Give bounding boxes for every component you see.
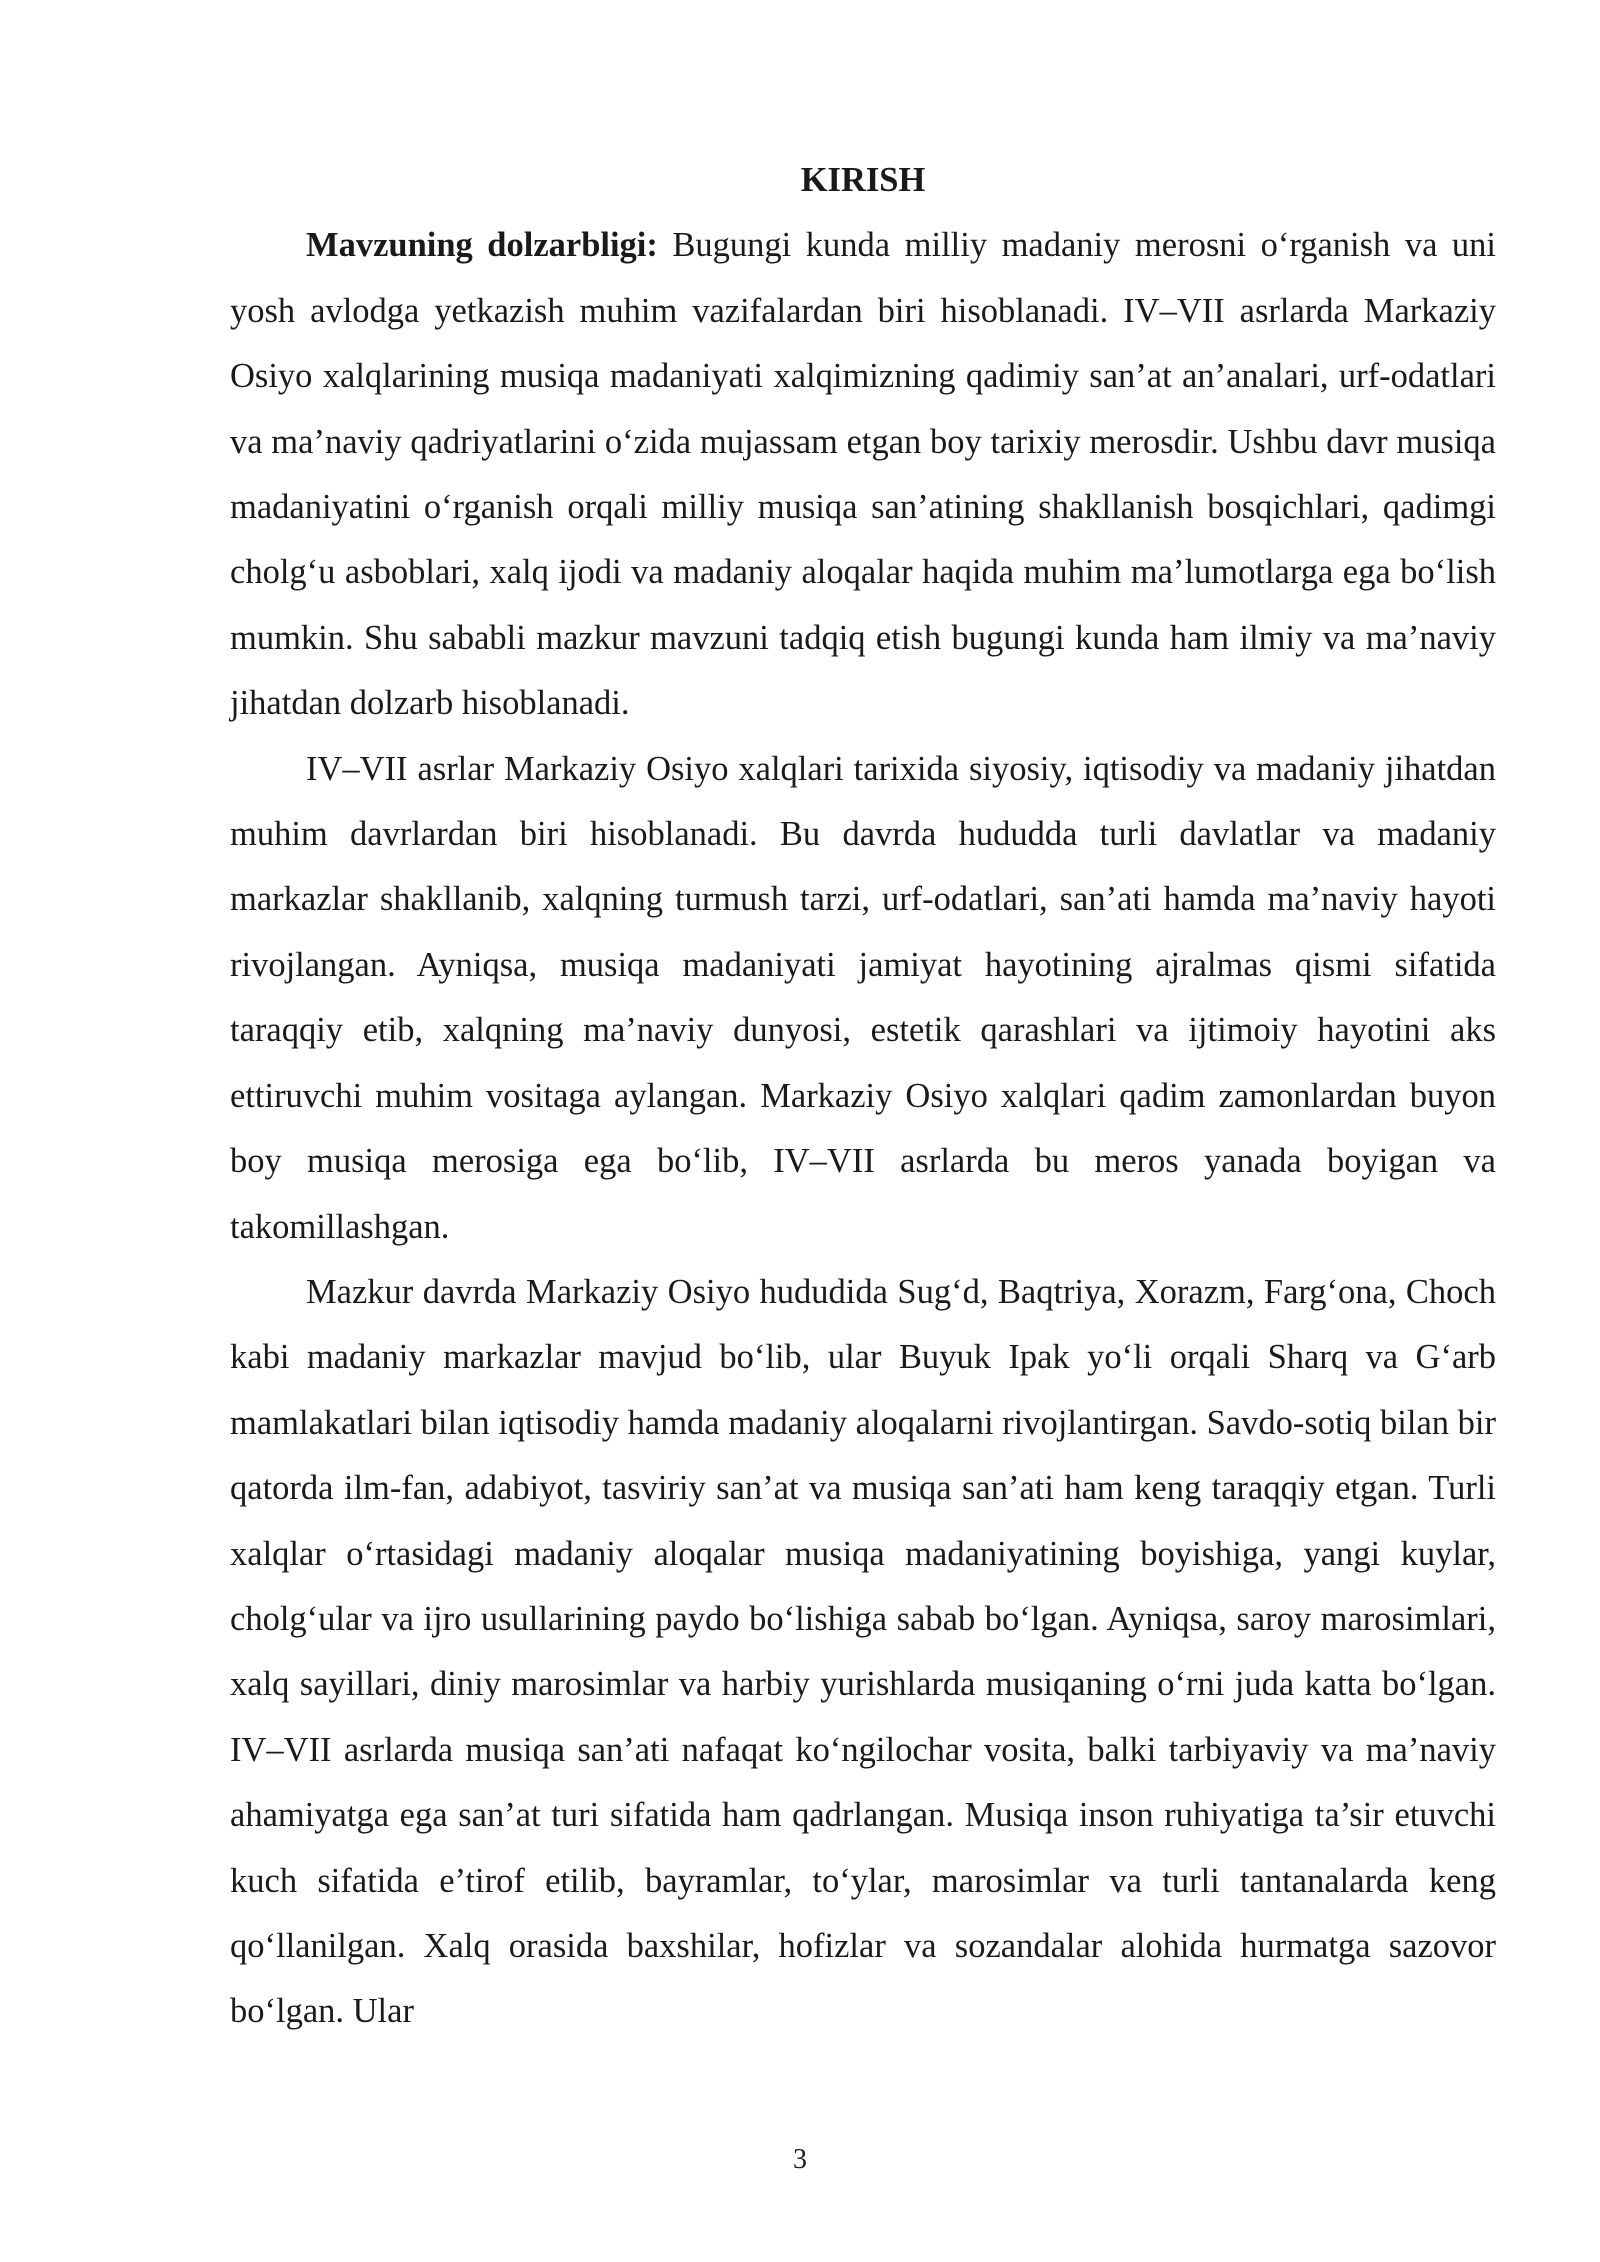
document-body <box>230 148 1496 2045</box>
paragraph-history <box>230 737 1496 1260</box>
paragraph-lead-bold: Mavzuning dolzarbligi: <box>306 226 658 265</box>
paragraph-text: Bugungi kunda milliy madaniy merosni o‘rganish va uni yosh avlodga yetkazish muhim vazifalardan biri hisoblanadi. IV–VII asrlarda Markaziy Osiyo xalqlarining musiqa madaniyati xalqimizning qadimiy san’at an’analari, urf-odatlari va ma’naviy qadriyatlarini o‘zida mujassam etgan boy tarixiy merosdir. Ushbu davr musiqa madaniyatini o‘rganish orqali milliy musiqa san’atining shakllanish bosqichlari, qadimgi cholg‘u asboblari, xalq ijodi va madaniy aloqalar haqida muhim ma’lumotlarga ega bo‘lish mumkin. Shu sababli mazkur mavzuni tadqiq etish bugungi kunda ham ilmiy va ma’naviy jihatdan dolzarb hisoblanadi. <box>230 226 1496 723</box>
section-title: KIRISH <box>800 161 926 199</box>
paragraph-cultural-centers <box>230 1260 1496 2045</box>
page-number: 3 <box>793 2144 807 2175</box>
paragraph-relevance <box>230 213 1496 736</box>
paragraph-text: Mazkur davrda Markaziy Osiyo hududida Sug‘d, Baqtriya, Xorazm, Farg‘ona, Choch kabi madaniy markazlar mavjud bo‘lib, ular Buyuk Ipak yo‘li orqali Sharq va G‘arb mamlakatlari bilan iqtisodiy hamda madaniy aloqalarni rivojlantirgan. Savdo-sotiq bilan bir qatorda ilm-fan, adabiyot, tasviriy san’at va musiqa san’ati ham keng taraqqiy etgan. Turli xalqlar o‘rtasidagi madaniy aloqalar musiqa madaniyatining boyishiga, yangi kuylar, cholg‘ular va ijro usullarining paydo bo‘lishiga sabab bo‘lgan. Ayniqsa, saroy marosimlari, xalq sayillari, diniy marosimlar va harbiy yurishlarda musiqaning o‘rni juda katta bo‘lgan. IV–VII asrlarda musiqa san’ati nafaqat ko‘ngilochar vosita, balki tarbiyaviy va ma’naviy ahamiyatga ega san’at turi sifatida ham qadrlangan. Musiqa inson ruhiyatiga ta’sir etuvchi kuch sifatida e’tirof etilib, bayramlar, to‘ylar, marosimlar va turli tantanalarda keng qo‘llanilgan. Xalq orasida baxshilar, hofizlar va sozandalar alohida hurmatga sazovor bo‘lgan. Ular <box>230 1272 1496 2031</box>
paragraph-text: IV–VII asrlar Markaziy Osiyo xalqlari tarixida siyosiy, iqtisodiy va madaniy jihatdan muhim davrlardan biri hisoblanadi. Bu davrda hududda turli davlatlar va madaniy markazlar shakllanib, xalqning turmush tarzi, urf-odatlari, san’ati hamda ma’naviy hayoti rivojlangan. Ayniqsa, musiqa madaniyati jamiyat hayotining ajralmas qismi sifatida taraqqiy etib, xalqning ma’naviy dunyosi, estetik qarashlari va ijtimoiy hayotini aks ettiruvchi muhim vositaga aylangan. Markaziy Osiyo xalqlari qadim zamonlardan buyon boy musiqa merosiga ega bo‘lib, IV–VII asrlarda bu meros yanada boyigan va takomillashgan. <box>230 749 1496 1246</box>
